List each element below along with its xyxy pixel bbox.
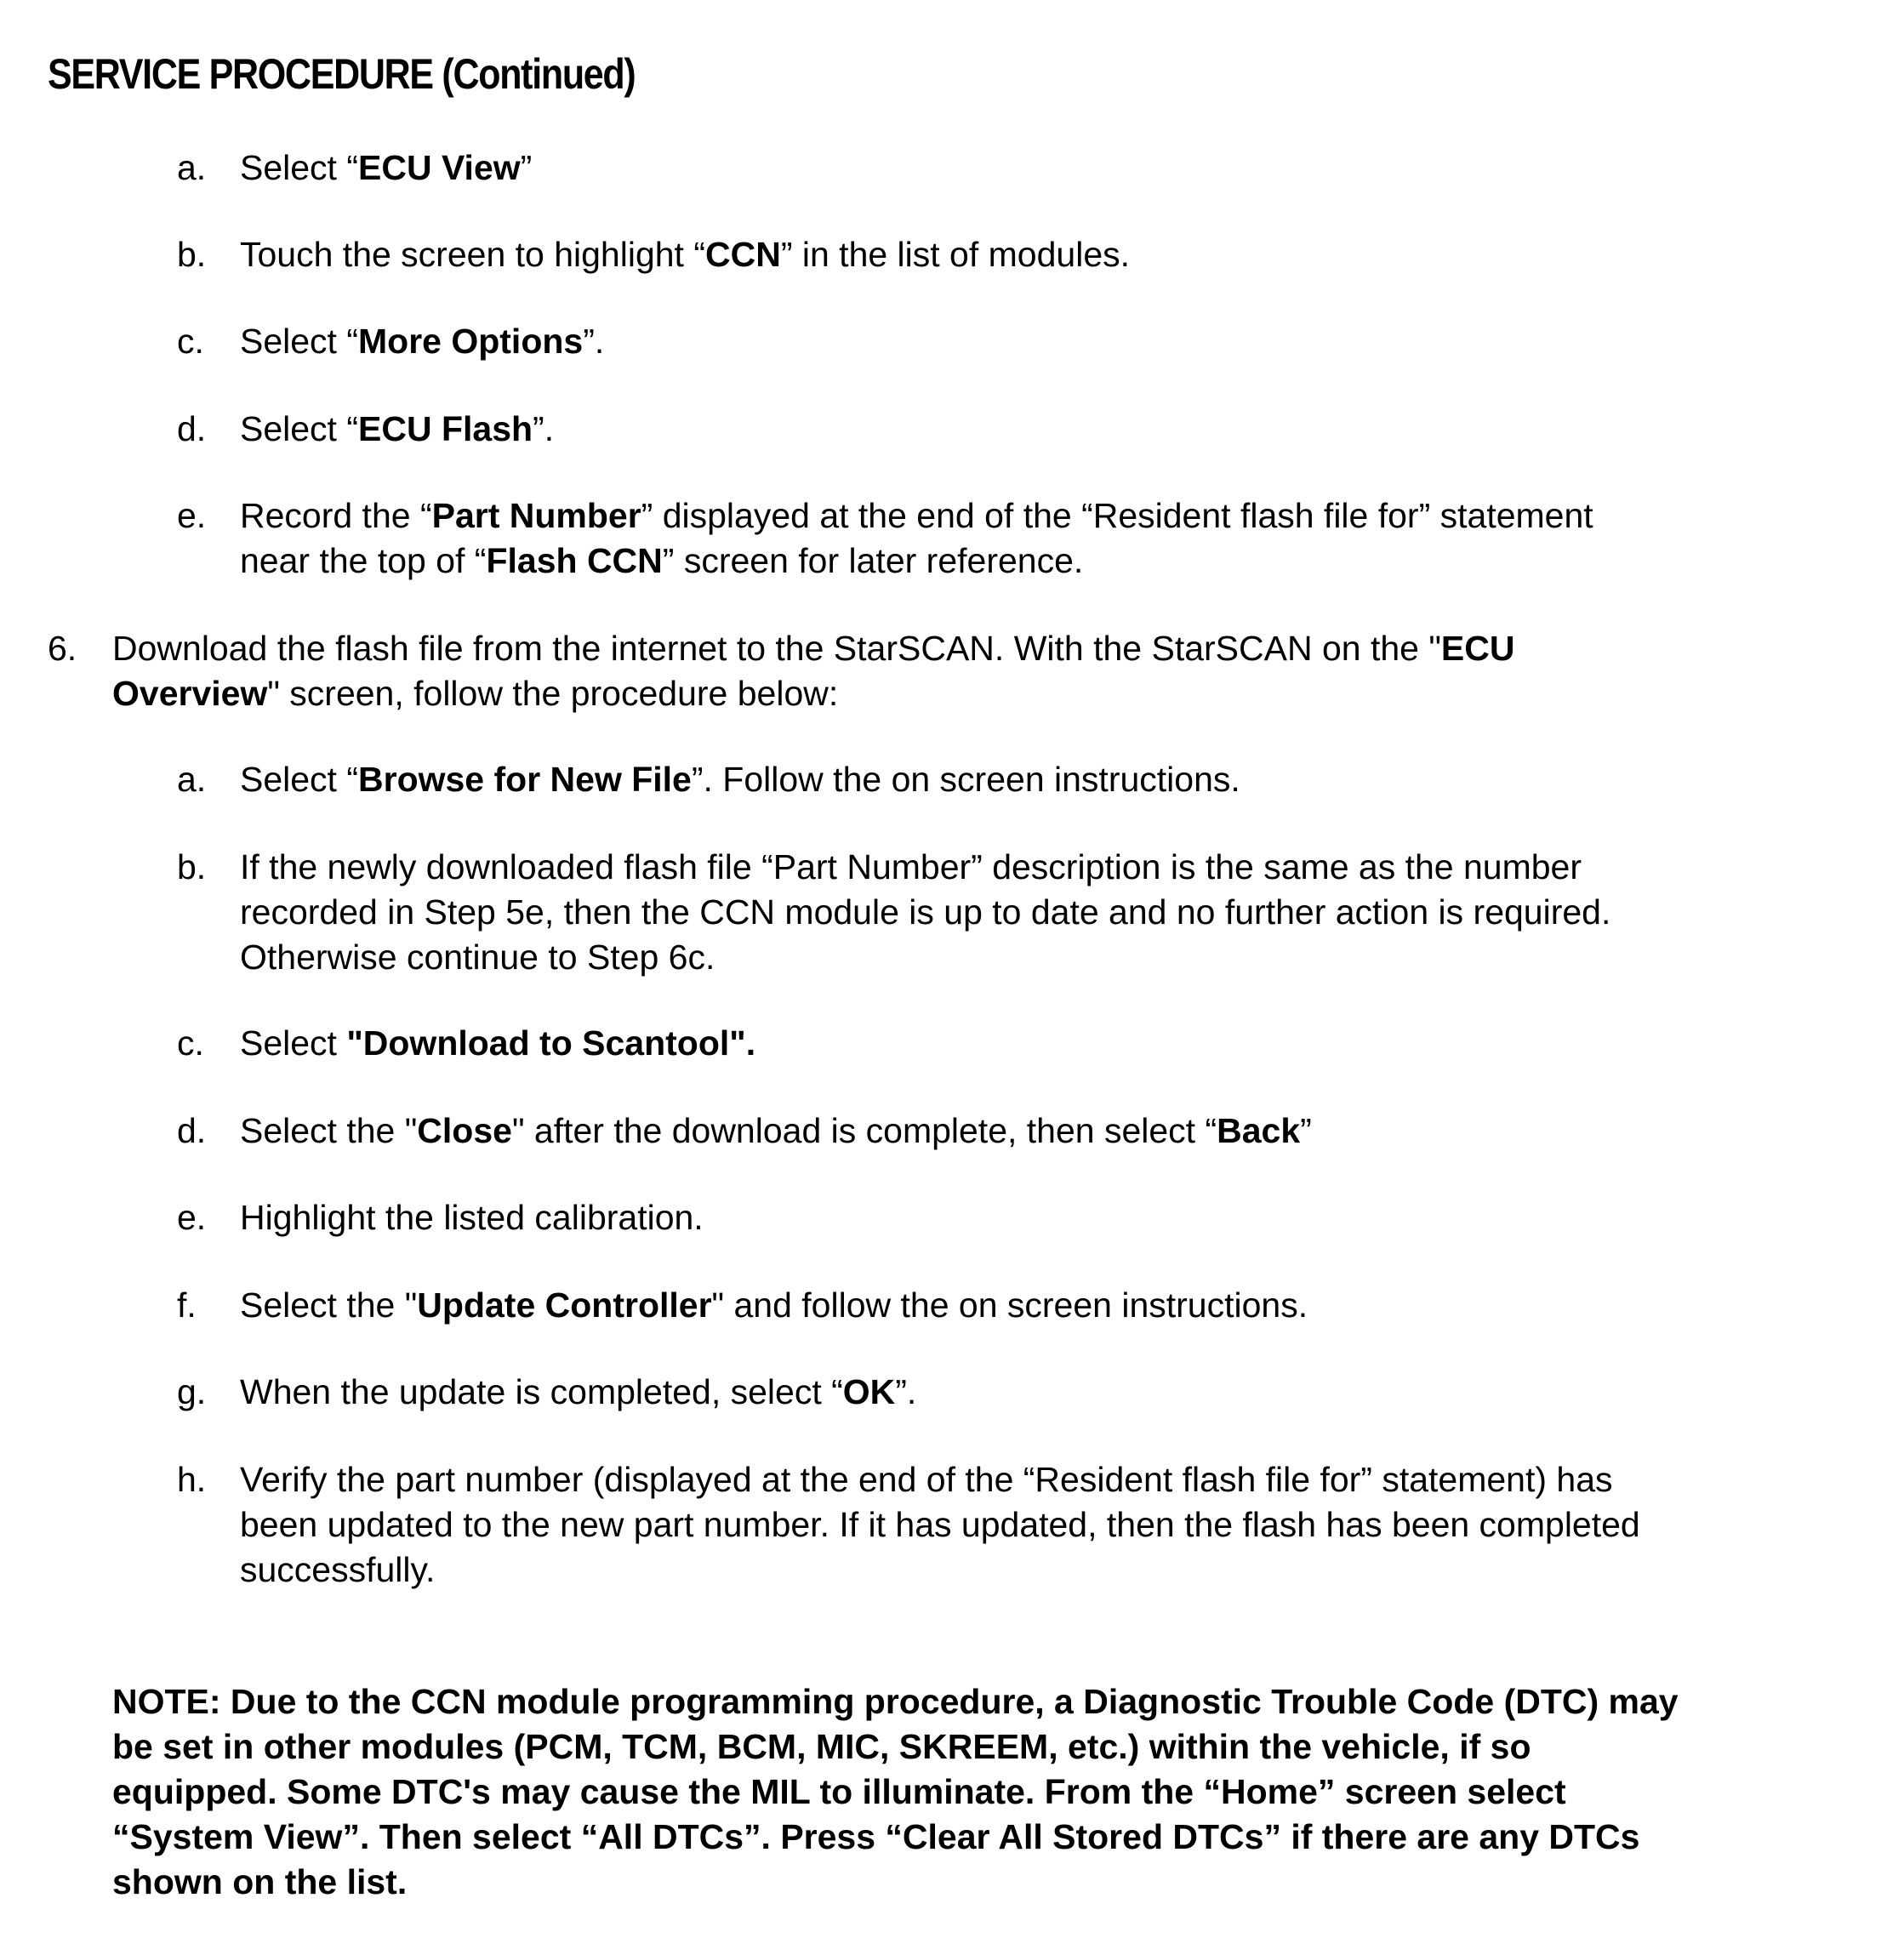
list-marker: f. xyxy=(177,1285,197,1325)
list-marker: b. xyxy=(177,847,207,886)
step-text: Select “ECU Flash”. xyxy=(240,409,555,448)
list-marker: a. xyxy=(177,760,207,799)
section-heading: SERVICE PROCEDURE (Continued) xyxy=(48,50,636,98)
step-text: Verify the part number (displayed at the end of the “Resident flash file for” statement) has been updated to the new part number. If it has updated, then the flash has been completed successfully. xyxy=(240,1460,1640,1589)
step-text: When the update is completed, select “OK”. xyxy=(240,1372,917,1411)
list-marker: b. xyxy=(177,235,207,274)
note-line: NOTE: Due to the CCN module programming procedure, a Diagnostic Trouble Code (DTC) may xyxy=(112,1682,1679,1721)
list-marker: a. xyxy=(177,148,207,187)
note-line: shown on the list. xyxy=(112,1862,408,1901)
list-marker: d. xyxy=(177,1111,207,1150)
step-text: Touch the screen to highlight “CCN” in the list of modules. xyxy=(240,235,1131,274)
step-text: If the newly downloaded flash file “Part Number” description is the same as the number recorded in Step 5e, then the CCN module is up to date and no further action is required. Otherwise continue to Step 6c. xyxy=(240,847,1611,977)
step-text: Select the "Close" after the download is complete, then select “Back” xyxy=(240,1111,1312,1150)
list-marker: c. xyxy=(177,322,204,361)
step-text: Select “ECU View” xyxy=(240,148,533,187)
list-marker: h. xyxy=(177,1460,207,1499)
note-line: equipped. Some DTC's may cause the MIL to illuminate. From the “Home” screen select xyxy=(112,1772,1566,1811)
list-marker: e. xyxy=(177,496,207,535)
step-text: Select "Download to Scantool". xyxy=(240,1023,756,1063)
list-marker: e. xyxy=(177,1198,207,1237)
list-marker: 6. xyxy=(48,629,77,668)
step-text: Record the “Part Number” displayed at the end of the “Resident flash file for” statement near the top of “Flash CCN” screen for later reference. xyxy=(240,496,1593,580)
list-marker: d. xyxy=(177,409,207,448)
note-line: “System View”. Then select “All DTCs”. Press “Clear All Stored DTCs” if there are any DTCs xyxy=(112,1817,1640,1856)
step-text: Select “Browse for New File”. Follow the on screen instructions. xyxy=(240,760,1240,799)
note-line: be set in other modules (PCM, TCM, BCM, MIC, SKREEM, etc.) within the vehicle, if so xyxy=(112,1727,1531,1766)
step-text: Download the flash file from the internet to the StarSCAN. With the StarSCAN on the "ECU Overview" screen, follow the procedure below: xyxy=(112,629,1515,713)
list-marker: g. xyxy=(177,1372,207,1411)
list-marker: c. xyxy=(177,1023,204,1063)
step-text: Select the "Update Controller" and follow the on screen instructions. xyxy=(240,1285,1308,1325)
step-text: Select “More Options”. xyxy=(240,322,605,361)
note-paragraph xyxy=(112,1679,1679,1905)
step-text: Highlight the listed calibration. xyxy=(240,1198,704,1237)
